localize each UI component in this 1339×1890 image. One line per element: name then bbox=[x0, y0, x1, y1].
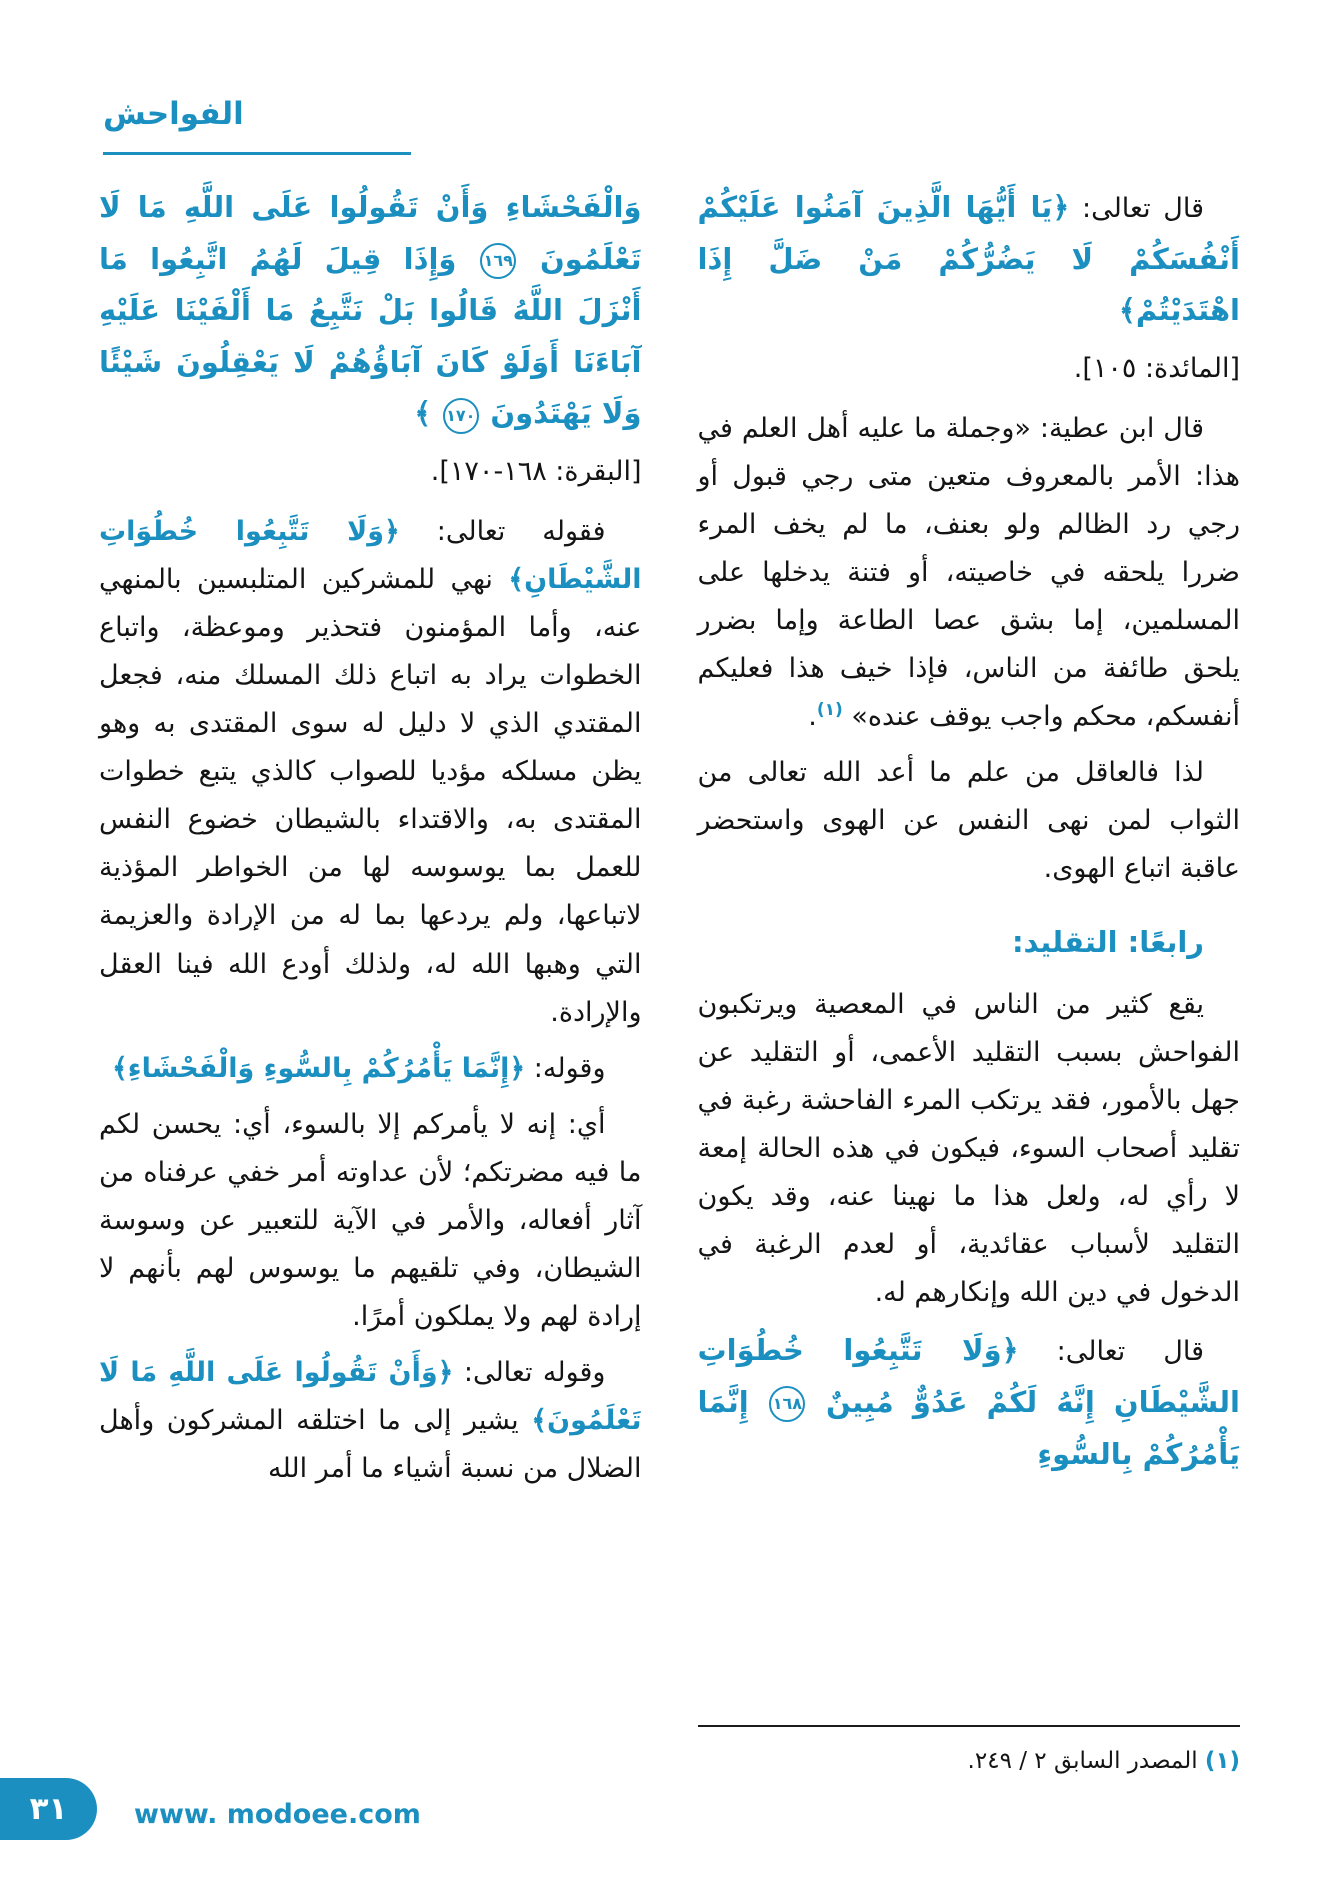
quran-verse: ﴿إِنَّمَا يَأْمُرُكُمْ بِالسُّوءِ وَالْفَحْشَاءِ﴾ bbox=[111, 1052, 526, 1084]
commentary-text: نهي للمشركين المتلبسين بالمنهي عنه، وأما المؤمنون فتحذير وموعظة، واتباع الخطوات يراد به اتباع ذلك المسلك منه، فجعل المقتدي الذي لا دليل له سوى المقتدى به وهو يظن مسلكه مؤديا للصواب كالذي يتبع خطوات المقتدى به، والاقتداء بالشيطان خضوع النفس للعمل بما يوسوسه لها من الخواطر المؤذية لاتباعها، ولم يردعها بما له من الإرادة والعزيمة التي وهبها الله له، ولذلك أودع الله فينا العقل والإرادة. bbox=[99, 564, 642, 1028]
quran-verse-continued: وَإِذَا قِيلَ لَهُمُ اتَّبِعُوا مَا أَنْزَلَ اللَّهُ قَالُوا بَلْ نَتَّبِعُ مَا أَلْفَيْنَا عَلَيْهِ آبَاءَنَا أَوَلَوْ كَانَ آبَاؤُهُمْ لَا يَعْقِلُونَ شَيْئًا وَلَا يَهْتَدُونَ bbox=[99, 241, 642, 431]
commentary-text: يشير إلى ما اختلقه المشركون وأهل الضلال من نسبة أشياء ما أمر الله bbox=[99, 1404, 642, 1484]
paragraph-tafsir-taqulu bbox=[99, 1349, 642, 1493]
verse-closing-bracket: ﴾ bbox=[414, 396, 432, 431]
quote-text: قال ابن عطية: «وجملة ما عليه أهل العلم في هذا: الأمر بالمعروف متعين متى رجي قبول أو رجي رد الظالم ولو بعنف، ما لم يخف المرء ضررا يلحقه في خاصيته، أو فتنة يدخلها على المسلمين، إما بشق عصا الطاعة وإما بضرر يلحق طائفة من الناس، فإذا خيف هذا فعليكم أنفسكم، محكم واجب يوقف عنده» bbox=[697, 412, 1240, 733]
speech-intro: فقوله تعالى: bbox=[436, 516, 606, 548]
footnote-reference-mark: (١) bbox=[816, 700, 843, 721]
verse-reference: [البقرة: ١٦٨-١٧٠]. bbox=[430, 456, 642, 488]
section-heading-taqlid: رابعًا: التقليد: bbox=[1011, 925, 1204, 960]
page-number-tab bbox=[0, 1778, 97, 1840]
running-header bbox=[103, 96, 244, 132]
ayah-number-badge: ١٧٠ bbox=[443, 398, 479, 434]
period: . bbox=[808, 701, 817, 733]
two-column-body bbox=[99, 182, 1240, 1782]
quran-verse: ﴿وَلَا تَتَّبِعُوا خُطُوَاتِ الشَّيْطَانِ إِنَّهُ لَكُمْ عَدُوٌّ مُبِينٌ bbox=[697, 1333, 1240, 1419]
quran-verse-continued: إِنَّمَا يَأْمُرُكُمْ بِالسُّوءِ bbox=[697, 1384, 1240, 1471]
ayah-number-badge: ١٦٩ bbox=[480, 243, 516, 279]
speech-intro: قال تعالى: bbox=[1081, 193, 1204, 224]
speech-intro: وقوله: bbox=[533, 1052, 606, 1084]
paragraph-quote-innama bbox=[99, 1045, 642, 1093]
paragraph-conclusion: لذا فالعاقل من علم ما أعد الله تعالى من الثواب لمن نهى النفس عن الهوى واستحضر عاقبة اتباع الهوى. bbox=[697, 757, 1240, 885]
footnote-area bbox=[698, 1701, 1241, 1782]
paragraph-tafsir-khutuwat bbox=[99, 508, 642, 1037]
quran-verse: وَالْفَحْشَاءِ وَأَنْ تَقُولُوا عَلَى اللَّهِ مَا لَا تَعْلَمُونَ bbox=[99, 190, 642, 276]
quran-verse-block bbox=[99, 182, 642, 440]
footnote bbox=[698, 1741, 1241, 1782]
page-header-title: الفواحش bbox=[103, 96, 244, 132]
footnote-text: المصدر السابق ٢ / ٢٤٩. bbox=[967, 1748, 1198, 1775]
paragraph-ibn-atiyya-quote bbox=[698, 405, 1241, 741]
page-number: ٣١ bbox=[29, 1791, 68, 1827]
paragraph-tafsir-suu: أي: إنه لا يأمركم إلا بالسوء، أي: يحسن لكم ما فيه مضرتكم؛ لأن عداوته أمر خفي عرفناه من آثار أفعاله، والأمر في الآية للتعبير عن وسوسة الشيطان، وفي تلقيهم ما يوسوس لهم بأنهم لا إرادة لهم ولا يملكون أمرًا. bbox=[99, 1108, 642, 1332]
paragraph-quote-maidah bbox=[698, 182, 1241, 337]
footnote-separator bbox=[698, 1725, 1241, 1727]
paragraph-quote-baqarah bbox=[698, 1325, 1241, 1480]
ayah-number-badge: ١٦٨ bbox=[769, 1386, 805, 1422]
speech-intro: وقوله تعالى: bbox=[463, 1356, 606, 1388]
paragraph-taqlid-body: يقع كثير من الناس في المعصية ويرتكبون الفواحش بسبب التقليد الأعمى، أو التقليد عن جهل بالأمور، فقد يرتكب المرء الفاحشة رغبة في تقليد أصحاب السوء، فيكون في هذه الحالة إمعة لا رأي له، ولعل هذا ما نهينا عنه، وقد يكون التقليد لأسباب عقائدية، أو لعدم الرغبة في الدخول في دين الله وإنكارهم له. bbox=[697, 988, 1240, 1309]
left-column bbox=[99, 182, 642, 1782]
speech-intro: قال تعالى: bbox=[1056, 1336, 1204, 1368]
quran-verse: ﴿يَا أَيُّهَا الَّذِينَ آمَنُوا عَلَيْكُمْ أَنْفُسَكُمْ لَا يَضُرُّكُمْ مَنْ ضَلَّ إِذَا اهْتَدَيْتُمْ﴾ bbox=[697, 190, 1240, 328]
quran-verse: ﴿وَأَنْ تَقُولُوا عَلَى اللَّهِ مَا لَا تَعْلَمُونَ﴾ bbox=[99, 1356, 642, 1436]
verse-reference: [المائدة: ١٠٥]. bbox=[1073, 352, 1240, 384]
right-column bbox=[698, 182, 1241, 1782]
website-link[interactable]: www. modoee.com bbox=[134, 1799, 421, 1830]
quran-verse: ﴿وَلَا تَتَّبِعُوا خُطُوَاتِ الشَّيْطَانِ﴾ bbox=[99, 516, 642, 596]
header-rule bbox=[103, 152, 411, 155]
footnote-number: (١) bbox=[1204, 1748, 1240, 1775]
